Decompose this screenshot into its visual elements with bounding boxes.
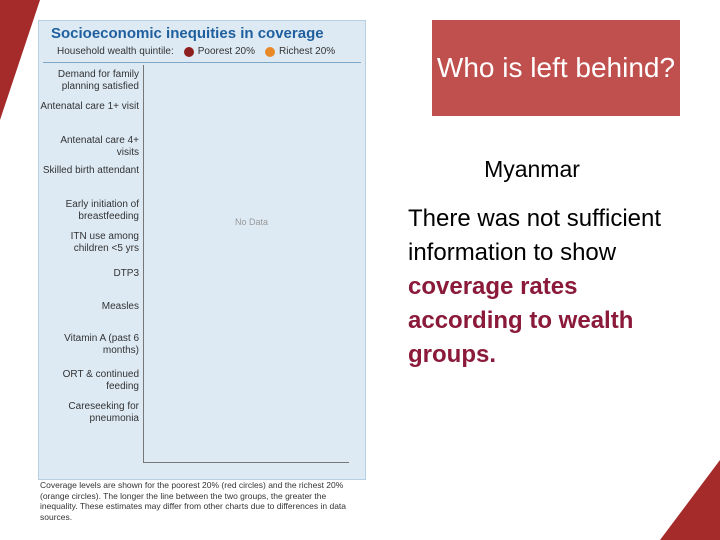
chart-title: Socioeconomic inequities in coverage	[51, 25, 324, 42]
poorest-dot-icon	[184, 47, 194, 57]
indicator-label: Skilled birth attendant	[42, 165, 139, 176]
slide-title: Who is left behind?	[436, 52, 676, 83]
indicator-label: DTP3	[113, 268, 139, 279]
legend-label: Household wealth quintile:	[57, 46, 174, 57]
richest-dot-icon	[265, 47, 275, 57]
legend-poorest-label: Poorest 20%	[197, 46, 256, 57]
no-data-label: No Data	[235, 217, 269, 227]
coverage-chart-panel	[38, 20, 366, 480]
chart-y-axis	[143, 65, 144, 463]
body-text-plain: There was not sufficient information to show	[408, 205, 662, 266]
chart-footnote: Coverage levels are shown for the poorest 20% (red circles) and the richest 20% (orange circles). The longer the line between the two groups, the greater the inequality. These estimates may differ from other charts due to differences in data sources.	[40, 480, 347, 522]
legend-richest-label: Richest 20%	[279, 46, 336, 57]
indicator-label: ITN use among children <5 yrs	[70, 231, 139, 254]
chart-x-axis	[143, 462, 349, 463]
indicator-label: Antenatal care 4+ visits	[60, 135, 139, 158]
title-divider	[43, 62, 361, 63]
indicator-label: Careseeking for pneumonia	[68, 401, 139, 424]
indicator-label: ORT & continued feeding	[62, 369, 139, 392]
corner-decoration-bottom-right	[660, 460, 720, 540]
indicator-label: Vitamin A (past 6 months)	[64, 333, 139, 356]
indicator-label: Early initiation of breastfeeding	[65, 199, 139, 222]
chart-legend	[57, 46, 357, 57]
country-name: Myanmar	[484, 156, 580, 182]
slide-title-box	[432, 20, 680, 116]
corner-decoration-top-left	[0, 0, 40, 120]
indicator-label: Antenatal care 1+ visit	[40, 101, 139, 112]
body-text-emphasis: coverage rates according to wealth groups.	[408, 273, 634, 368]
indicator-label: Measles	[101, 301, 139, 312]
slide-body-text	[408, 202, 698, 372]
indicator-label: Demand for family planning satisfied	[57, 69, 139, 92]
